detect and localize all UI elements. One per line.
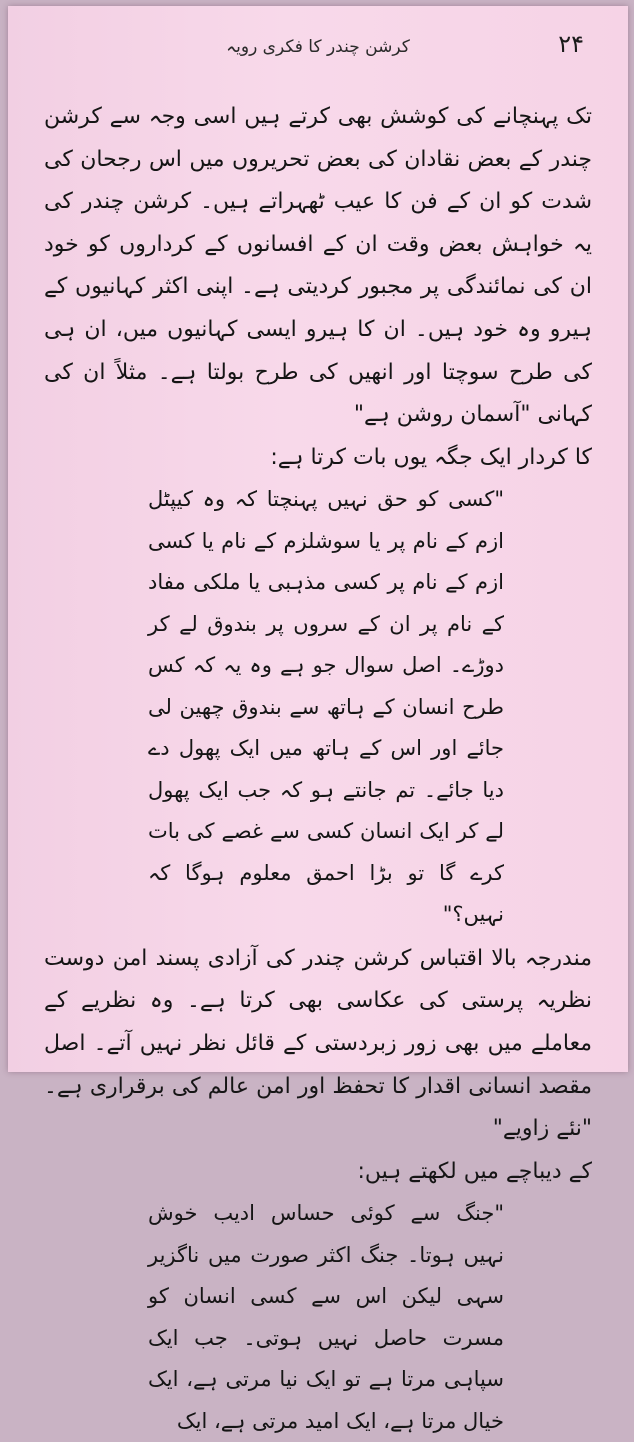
block-quote-2: "جنگ سے کوئی حساس ادیب خوش نہیں ہوتا۔ جنگ اکثر صورت میں ناگزیر سہی لیکن اس سے کسی انسان کو مسرت حاصل نہیں ہوتی۔ جب ایک سپاہی مرتا ہے تو ایک نیا مرتی ہے، ایک خیال مرتا ہے، ایک امید مرتی ہے، ایک: [148, 1201, 504, 1433]
paragraph-1: تک پہنچانے کی کوشش بھی کرتے ہیں اسی وجہ سے کرشن چندر کے بعض نقادان کی بعض تحریروں میں اس رجحان کی شدت کو ان کے فن کا عیب ٹھہراتے ہیں۔ کرشن چندر کی یہ خواہش بعض وقت ان کے افسانوں کے کرداروں کو خود ان کی نمائندگی پر مجبور کردیتی ہے۔ اپنی اکثر کہانیوں کے ہیرو وہ خود ہیں۔ ان کا ہیرو ایسی کہانیوں میں، ان ہی کی طرح سوچتا اور انھیں کی طرح بولتا ہے۔ مثلاً ان کی کہانی "آسمان روشن ہے": [44, 104, 592, 428]
quote-2-lead-in: کے دیباچے میں لکھتے ہیں:: [357, 1158, 592, 1184]
quote-1-lead-in: کا کردار ایک جگہ یوں بات کرتا ہے:: [270, 444, 592, 470]
paragraph-2: مندرجہ بالا اقتباس کرشن چندر کی آزادی پسند امن دوست نظریہ پرستی کی عکاسی بھی کرتا ہے۔ وہ نظریے کے معاملے میں بھی زور زبردستی کے قائل نظر نہیں آتے۔ اصل مقصد انسانی اقدار کا تحفظ اور امن عالم کی برقراری ہے۔ "نئے زاویے": [44, 945, 592, 1142]
page-body: [44, 96, 592, 1442]
running-title: کرشن چندر کا فکری رویہ: [226, 37, 410, 57]
book-page: [8, 6, 628, 1433]
page-number: ۲۴: [558, 30, 584, 58]
page-header: [38, 24, 598, 64]
block-quote-1: "کسی کو حق نہیں پہنچتا کہ وہ کیپٹل ازم کے نام پر یا سوشلزم کے نام یا کسی ازم کے نام پر کسی مذہبی یا ملکی مفاد کے نام پر ان کے سروں پر بندوق لے کر دوڑے۔ اصل سوال جو ہے وہ یہ کہ کس طرح انسان کے ہاتھ سے بندوق چھین لی جائے اور اس کے ہاتھ میں ایک پھول دے دیا جائے۔ تم جانتے ہو کہ جب ایک پھول لے کر ایک انسان کسی سے غصے کی بات کرے گا تو بڑا احمق معلوم ہوگا کہ نہیں؟": [148, 487, 504, 927]
